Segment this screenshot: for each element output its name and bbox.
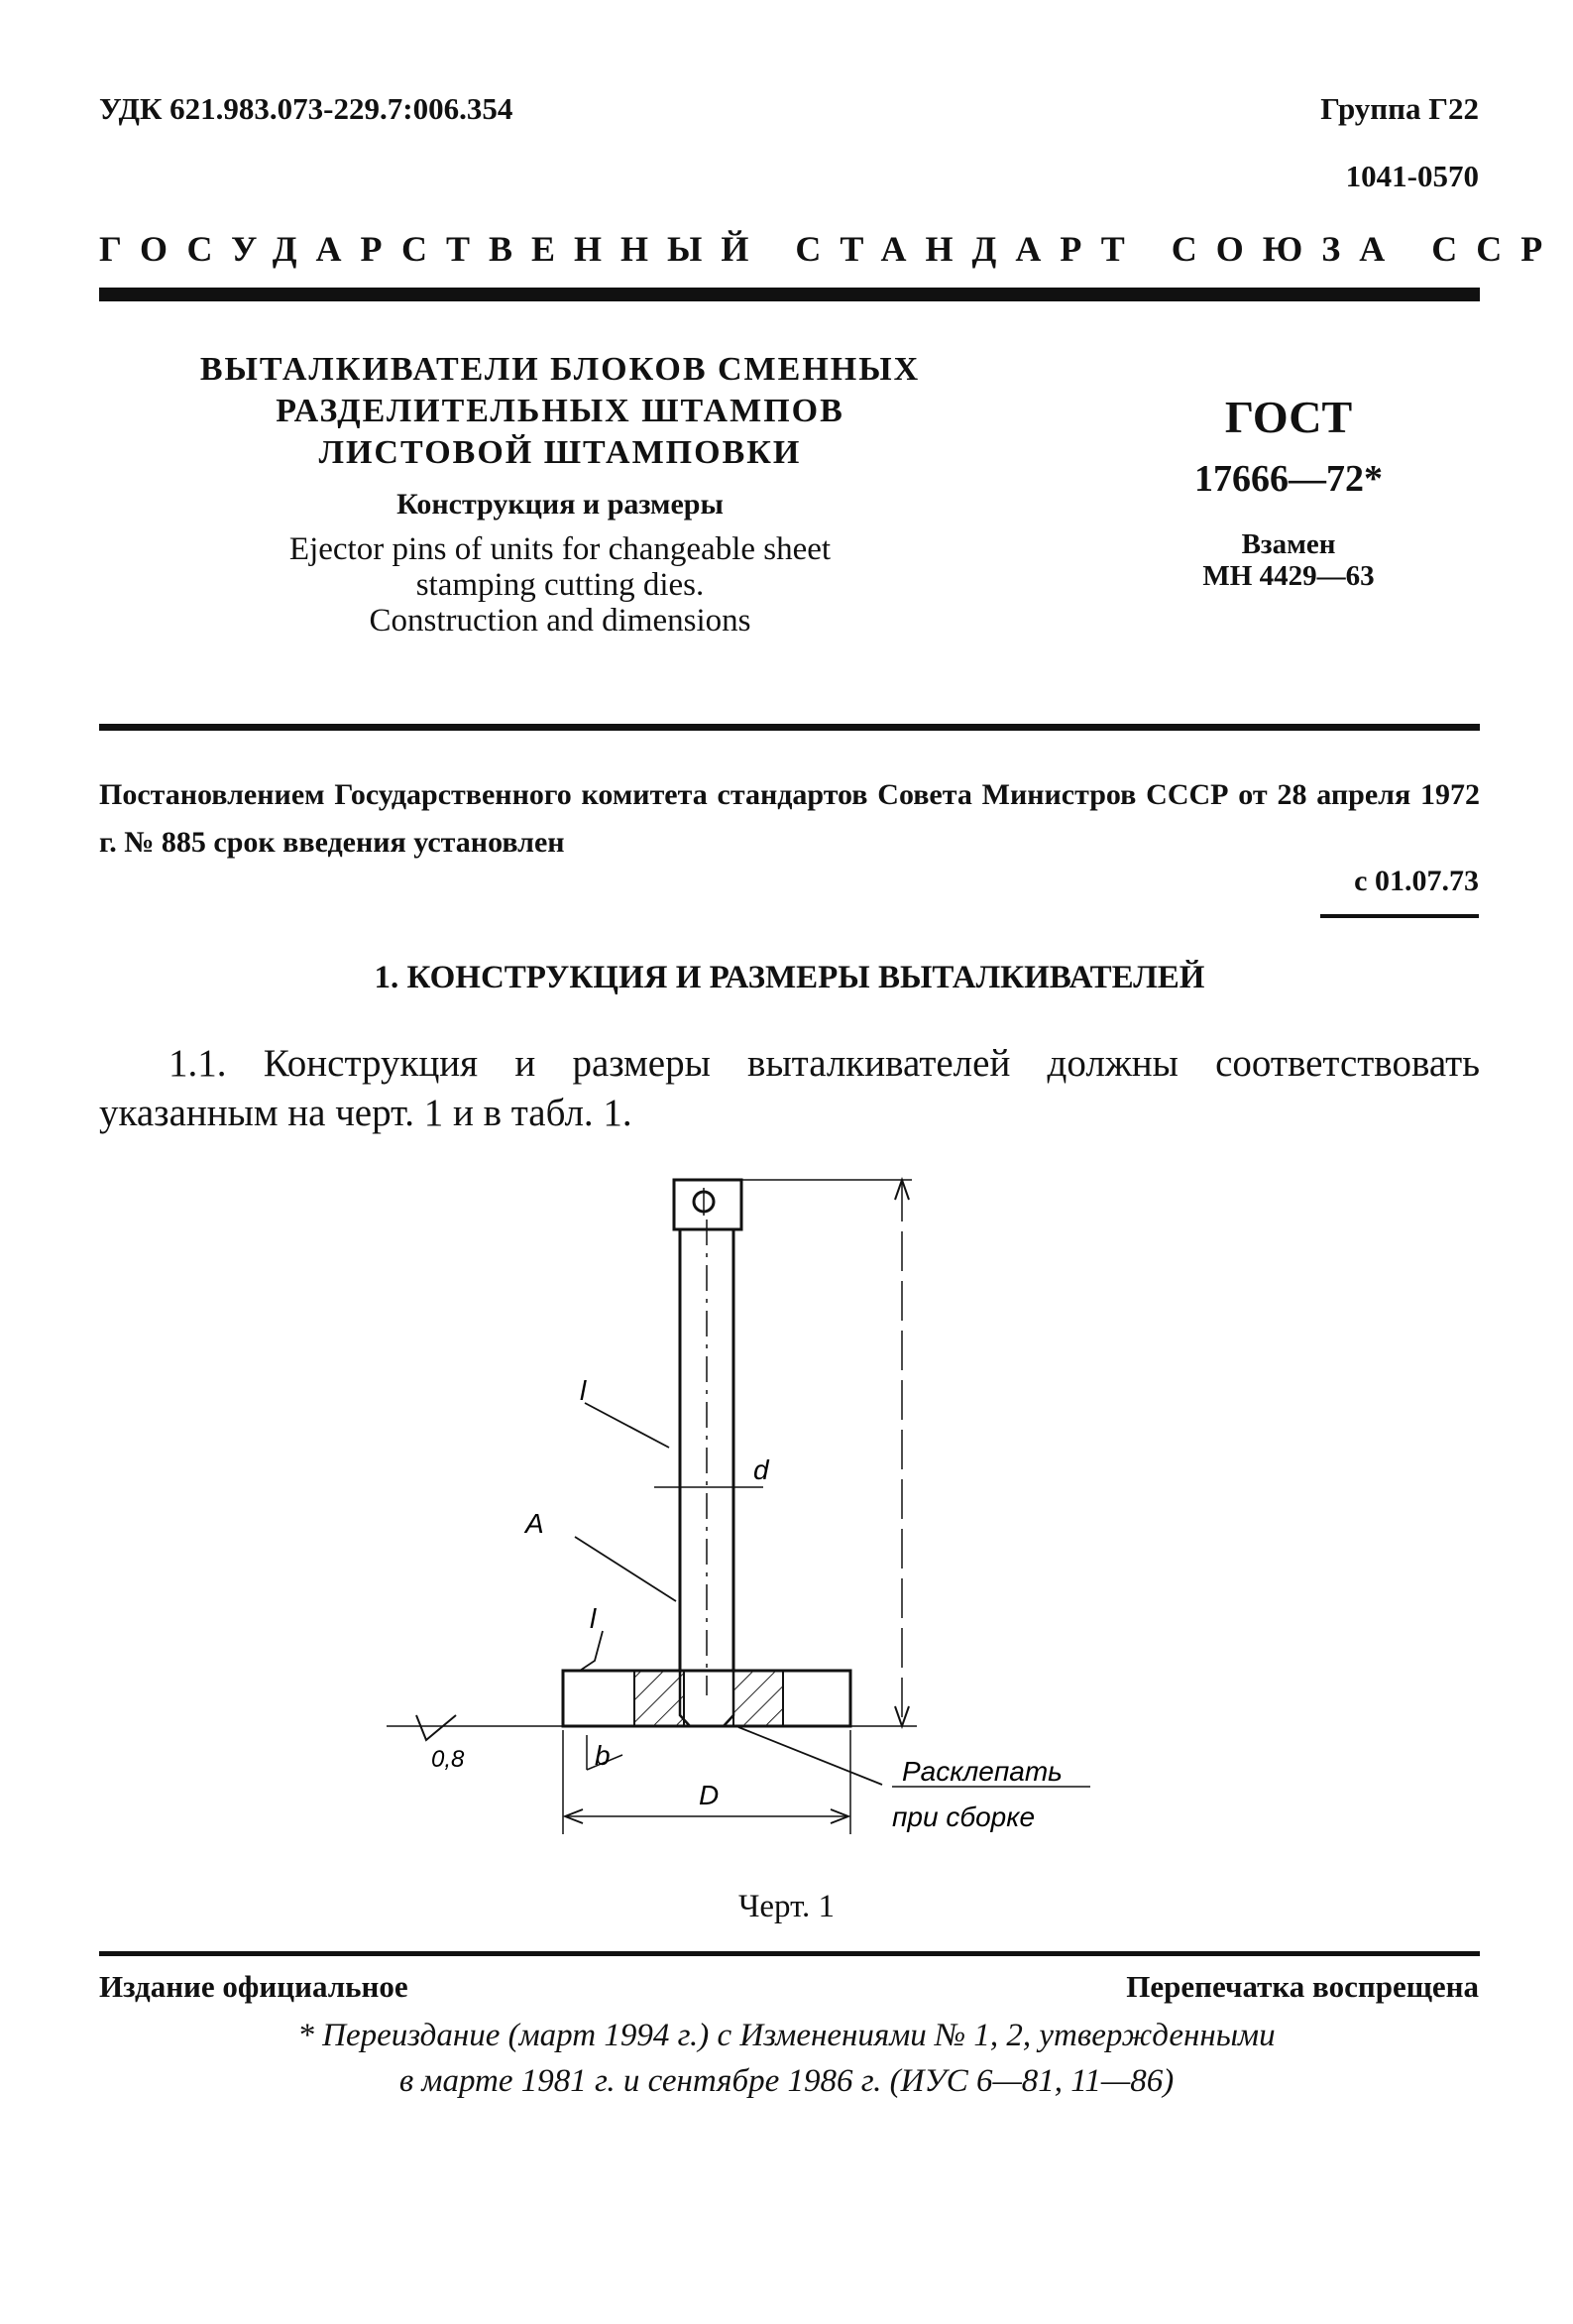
gost-number: 17666—72* xyxy=(1194,458,1383,500)
label-a: A xyxy=(525,1508,544,1539)
note-line-2: при сборке xyxy=(892,1801,1036,1832)
reissue-line-1: * Переиздание (март 1994 г.) с Изменениями № 1, 2, утвержденными xyxy=(297,2018,1276,2053)
gost-block xyxy=(1140,392,1437,592)
registration-number: 1041-0570 xyxy=(1345,159,1479,193)
replaces-value: МН 4429—63 xyxy=(1202,560,1375,592)
section-paragraph: 1.1. Конструкция и размеры выталкивателей должны соответствовать указанным на черт. 1 и в табл. 1. xyxy=(99,1042,1480,1134)
title-line-2: РАЗДЕЛИТЕЛЬНЫХ ШТАМПОВ xyxy=(276,393,844,429)
label-l-lower: l xyxy=(590,1603,597,1634)
english-title-line-1: Ejector pins of units for changeable sheet xyxy=(288,531,832,567)
ejector-drawing xyxy=(431,1160,1150,1874)
replaces-label: Взамен xyxy=(1241,528,1336,560)
reissue-note xyxy=(0,2013,1573,2104)
decree-date-underline xyxy=(1320,914,1479,918)
label-d-outer: D xyxy=(699,1780,720,1810)
gost-label: ГОСТ xyxy=(1224,392,1353,442)
section-heading: 1. КОНСТРУКЦИЯ И РАЗМЕРЫ ВЫТАЛКИВАТЕЛЕЙ xyxy=(374,960,1205,995)
title-line-3: ЛИСТОВОЙ ШТАМПОВКИ xyxy=(318,434,802,471)
label-roughness: 0,8 xyxy=(431,1746,465,1773)
ejector-head xyxy=(674,1180,741,1229)
udk-code: УДК 621.983.073-229.7:006.354 xyxy=(99,91,513,126)
english-title-line-2: stamping cutting dies. xyxy=(415,567,705,603)
title-block xyxy=(149,349,971,639)
label-l-upper: l xyxy=(580,1375,587,1406)
decree-date: с 01.07.73 xyxy=(1354,865,1479,897)
note-line-1: Расклепать xyxy=(902,1756,1063,1787)
group-code: Группа Г22 xyxy=(1320,91,1479,126)
label-d: d xyxy=(753,1454,769,1485)
footer-rule xyxy=(99,1951,1480,1956)
english-title xyxy=(149,531,971,639)
label-b: b xyxy=(595,1740,611,1771)
state-standard-banner: ГОСУДАРСТВЕННЫЙ СТАНДАРТ СОЮЗА ССР xyxy=(99,229,1562,269)
reprint-label: Перепечатка воспрещена xyxy=(1126,1969,1479,2004)
title-rule xyxy=(99,724,1480,731)
decree-text: Постановлением Государственного комитета стандартов Совета Министров СССР от 28 апреля 1972 г. № 885 срок введения установлен xyxy=(99,778,1480,859)
english-title-line-3: Construction and dimensions xyxy=(369,603,751,639)
title-subtitle: Конструкция и размеры xyxy=(396,488,724,521)
drawing-caption: Черт. 1 xyxy=(737,1889,836,1924)
edition-label: Издание официальное xyxy=(99,1969,408,2004)
title-line-1: ВЫТАЛКИВАТЕЛИ БЛОКОВ СМЕННЫХ xyxy=(199,351,921,388)
reissue-line-2: в марте 1981 г. и сентябре 1986 г. (ИУС 6—81, 11—86) xyxy=(398,2063,1175,2099)
header-rule xyxy=(99,288,1480,301)
